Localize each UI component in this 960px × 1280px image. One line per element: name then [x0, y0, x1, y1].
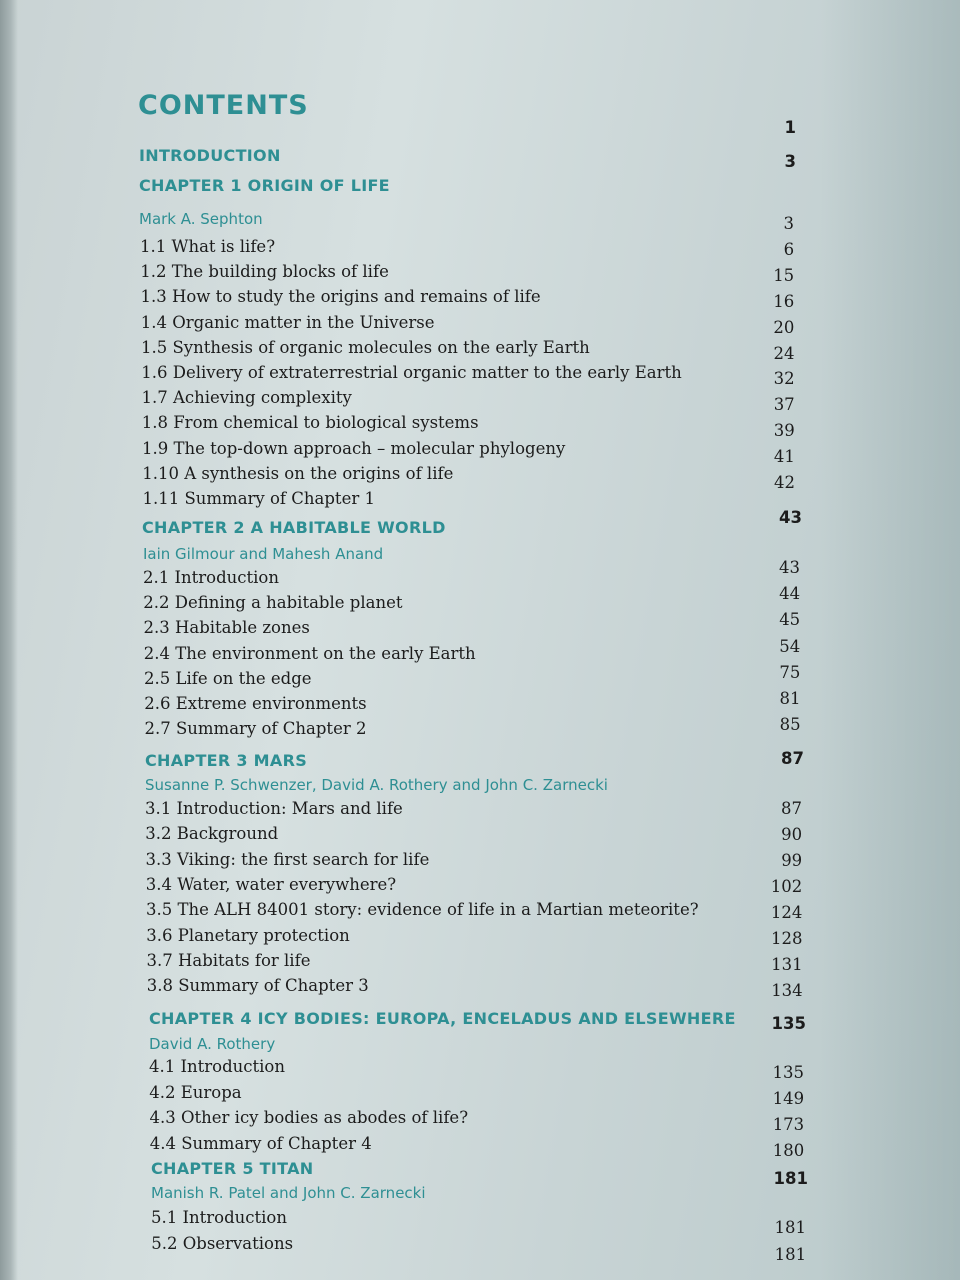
section-page-number: 16: [773, 292, 795, 311]
section-title: 2.5 Life on the edge: [144, 669, 312, 688]
section-title: 1.11 Summary of Chapter 1: [142, 489, 375, 508]
section-page-number: 181: [774, 1218, 806, 1237]
section-page-number: 134: [771, 981, 803, 1000]
section-title: 3.6 Planetary protection: [146, 926, 350, 945]
chapter-title: CHAPTER 2 A HABITABLE WORLD: [142, 518, 446, 537]
chapter-title: CHAPTER 4 ICY BODIES: EUROPA, ENCELADUS AND ELSEWHERE: [149, 1009, 736, 1028]
section-title: 3.3 Viking: the first search for life: [145, 850, 430, 869]
chapter-authors: Susanne P. Schwenzer, David A. Rothery and John C. Zarnecki: [145, 776, 608, 794]
section-page-number: 42: [774, 473, 795, 492]
section-title: 4.4 Summary of Chapter 4: [149, 1134, 372, 1153]
section-title: 2.4 The environment on the early Earth: [143, 644, 476, 663]
section-page-number: 43: [779, 558, 800, 577]
chapter-authors: Mark A. Sephton: [139, 210, 263, 228]
section-page-number: 180: [772, 1141, 805, 1160]
section-title: 1.4 Organic matter in the Universe: [140, 313, 435, 332]
chapter-title: CHAPTER 1 ORIGIN OF LIFE: [139, 176, 390, 195]
section-title: 3.2 Background: [145, 824, 279, 843]
section-page-number: 181: [774, 1245, 807, 1264]
section-page-number: 90: [781, 825, 803, 844]
chapter-authors: Manish R. Patel and John C. Zarnecki: [151, 1184, 426, 1202]
section-page-number: 135: [772, 1063, 804, 1082]
section-page-number: 15: [773, 266, 795, 285]
section-title: 3.4 Water, water everywhere?: [145, 875, 397, 894]
section-title: 4.3 Other icy bodies as abodes of life?: [149, 1108, 469, 1127]
chapter-page-number: 3: [784, 152, 796, 171]
section-page-number: 44: [779, 584, 801, 603]
section-page-number: 20: [773, 318, 795, 337]
section-page-number: 173: [772, 1115, 805, 1134]
section-title: 1.7 Achieving complexity: [141, 388, 352, 407]
section-title: 3.8 Summary of Chapter 3: [146, 976, 369, 995]
section-title: 1.3 How to study the origins and remains of life: [140, 287, 541, 306]
section-page-number: 3: [783, 214, 794, 233]
chapter-authors: Iain Gilmour and Mahesh Anand: [143, 545, 384, 563]
introduction-page: 1: [784, 118, 796, 137]
section-page-number: 102: [770, 877, 803, 896]
section-title: 1.5 Synthesis of organic molecules on the early Earth: [141, 338, 590, 357]
section-title: 5.1 Introduction: [151, 1208, 287, 1227]
section-title: 1.10 A synthesis on the origins of life: [142, 464, 454, 483]
section-title: 5.2 Observations: [151, 1234, 294, 1253]
section-title: 2.7 Summary of Chapter 2: [144, 719, 367, 738]
section-page-number: 39: [773, 421, 795, 440]
section-title: 2.6 Extreme environments: [144, 694, 367, 713]
section-title: 1.2 The building blocks of life: [140, 262, 389, 281]
section-page-number: 37: [773, 395, 795, 414]
section-page-number: 45: [779, 610, 801, 629]
section-title: 1.1 What is life?: [140, 237, 276, 256]
section-title: 3.1 Introduction: Mars and life: [145, 799, 403, 818]
section-page-number: 81: [779, 689, 801, 708]
page-title: CONTENTS: [138, 90, 309, 121]
section-page-number: 124: [770, 903, 803, 922]
section-title: 4.1 Introduction: [149, 1057, 285, 1076]
section-page-number: 32: [773, 369, 795, 388]
chapter-page-number: 181: [773, 1169, 808, 1188]
section-page-number: 149: [772, 1089, 805, 1108]
section-title: 3.7 Habitats for life: [146, 951, 311, 970]
chapter-page-number: 135: [771, 1014, 806, 1033]
section-title: 2.3 Habitable zones: [143, 618, 310, 637]
section-title: 3.5 The ALH 84001 story: evidence of life in a Martian meteorite?: [146, 900, 699, 919]
section-title: 1.8 From chemical to biological systems: [141, 413, 479, 432]
section-page-number: 99: [781, 851, 803, 870]
section-page-number: 54: [779, 637, 801, 656]
section-title: 1.9 The top-down approach – molecular phylogeny: [142, 439, 566, 458]
section-title: 4.2 Europa: [149, 1083, 242, 1102]
section-title: 2.1 Introduction: [143, 568, 279, 587]
section-title: 1.6 Delivery of extraterrestrial organic matter to the early Earth: [141, 363, 682, 382]
section-page-number: 128: [771, 929, 803, 948]
introduction-title: INTRODUCTION: [139, 146, 281, 165]
chapter-title: CHAPTER 5 TITAN: [151, 1159, 314, 1178]
section-page-number: 131: [771, 955, 803, 974]
section-title: 2.2 Defining a habitable planet: [143, 593, 403, 612]
chapter-authors: David A. Rothery: [149, 1035, 276, 1053]
chapter-title: CHAPTER 3 MARS: [145, 751, 308, 770]
section-page-number: 24: [773, 344, 795, 363]
section-page-number: 87: [781, 799, 802, 818]
chapter-page-number: 43: [779, 508, 802, 527]
section-page-number: 41: [773, 447, 795, 466]
section-page-number: 75: [779, 663, 801, 682]
section-page-number: 6: [783, 240, 795, 259]
chapter-page-number: 87: [781, 749, 804, 768]
section-page-number: 85: [779, 715, 801, 734]
